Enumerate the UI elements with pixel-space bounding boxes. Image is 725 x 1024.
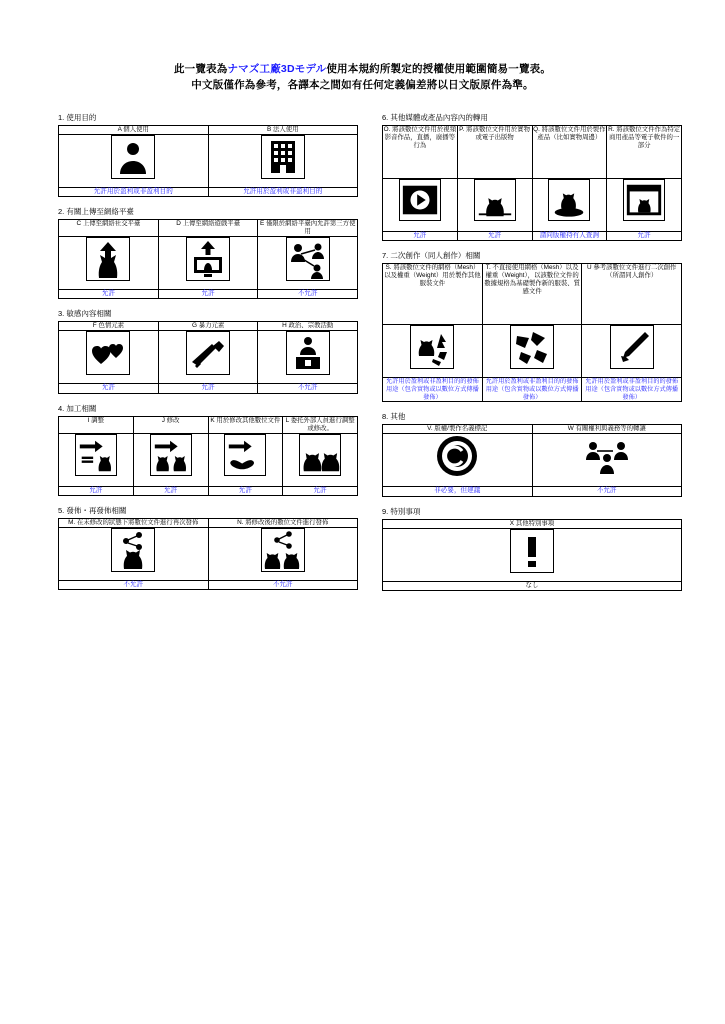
right-column: [382, 112, 682, 600]
table-row: [59, 237, 358, 290]
status-badge-X: なし: [383, 581, 682, 590]
share-people-icon: [286, 237, 330, 281]
section-9: [382, 506, 682, 591]
table-row: [59, 331, 358, 384]
podium-icon: [286, 331, 330, 375]
status-badge-L: 允許: [283, 486, 358, 495]
cell-header-J: J 修改: [133, 416, 208, 433]
cell-icon-E: [258, 237, 358, 290]
cell-header-O: O. 將該數位文件用於視頻影音作品，直播，廣播等行為: [383, 126, 458, 179]
cell-header-X: X 其他特別事項: [383, 519, 682, 528]
section-3-title: 3. 敏感內容相關: [58, 309, 112, 319]
table-row: [383, 528, 682, 581]
cell-header-K: K 用於修改其他數位文件: [208, 416, 283, 433]
people-transfer-icon: [583, 434, 631, 478]
cell-icon-J: [133, 433, 208, 486]
section-2-title: 2. 有關上傳至網絡平臺: [58, 207, 134, 217]
status-badge-Q: 請向版權持有人查詢: [532, 232, 607, 241]
section-5-title: 5. 發佈・再發佈相關: [58, 505, 127, 515]
cell-icon-S: [383, 325, 483, 378]
cell-icon-K: [208, 433, 283, 486]
table-row: [59, 416, 358, 433]
cell-header-F: F 色情元素: [59, 322, 159, 331]
status-badge-M: 不允許: [59, 580, 209, 589]
exclamation-icon: [510, 529, 554, 573]
section-8-title: 8. 其他: [382, 412, 406, 422]
cell-header-T: T. 不直接使用網格（Mesh）以及權重（Weight），以該數位文件的數據規格為基礎製作新的服裝、質感文件: [482, 264, 582, 325]
section-4-table: [58, 416, 358, 496]
cell-icon-M: [59, 527, 209, 580]
table-row: [383, 519, 682, 528]
cell-icon-A: [59, 135, 209, 188]
fragments-icon: [510, 325, 554, 369]
section-1: [58, 112, 358, 197]
status-badge-C: 允許: [59, 290, 159, 299]
status-badge-B: 允許用於盈利或非盈利目的: [208, 188, 358, 197]
table-row: [383, 425, 682, 434]
header-line-1-part-a: 此一覽表為: [173, 63, 228, 75]
cell-icon-X: [383, 528, 682, 581]
cell-icon-N: [208, 527, 358, 580]
two-cats-icon: [299, 434, 341, 476]
table-row: [59, 135, 358, 188]
cell-icon-D: [158, 237, 258, 290]
section-2-table: [58, 219, 358, 299]
status-badge-I: 允許: [59, 486, 134, 495]
table-row: [383, 179, 682, 232]
section-6: [382, 112, 682, 241]
section-2: [58, 206, 358, 299]
section-7: [382, 250, 682, 402]
cell-icon-W: [532, 434, 682, 487]
section-6-table: [382, 125, 682, 241]
building-icon: [261, 135, 305, 179]
cell-icon-O: [383, 179, 458, 232]
recycle-cat-icon: [410, 325, 454, 369]
status-badge-U: 允許用於盈利或非盈利目的的發佈用途（包含實物或以數位方式傳播發佈）: [582, 378, 682, 402]
table-row: [59, 486, 358, 495]
table-row: [59, 518, 358, 527]
upload-monitor-icon: [186, 237, 230, 281]
cell-icon-V: [383, 434, 533, 487]
cell-icon-H: [258, 331, 358, 384]
cell-header-I: I 調整: [59, 416, 134, 433]
section-7-table: [382, 263, 682, 402]
header-line-1-part-c: 使用本規約所製定的授權使用範圍簡易一覽表。: [326, 63, 552, 75]
arrow-two-cats-icon: [150, 434, 192, 476]
section-1-table: [58, 125, 358, 197]
cell-header-D: D 上傳至網絡遊戲平臺: [158, 220, 258, 237]
status-badge-W: 不允許: [532, 487, 682, 496]
section-1-title: 1. 使用目的: [58, 113, 97, 122]
cell-icon-F: [59, 331, 159, 384]
brush-icon: [610, 325, 654, 369]
cell-header-A: A 個人使用: [59, 126, 209, 135]
status-badge-E: 不允許: [258, 290, 358, 299]
cell-header-B: B 法人使用: [208, 126, 358, 135]
cell-icon-I: [59, 433, 134, 486]
table-row: [383, 232, 682, 241]
section-8: [382, 411, 682, 496]
book-cat-icon: [474, 179, 516, 221]
table-row: [59, 527, 358, 580]
status-badge-K: 允許: [208, 486, 283, 495]
table-row: [59, 433, 358, 486]
status-badge-O: 允許: [383, 232, 458, 241]
cell-header-Q: Q. 將該數位文件用於製作產品（比如實物周邊）: [532, 126, 607, 179]
table-row: [383, 378, 682, 402]
section-9-table: [382, 519, 682, 591]
table-row: [383, 325, 682, 378]
header-line-2: 中文版僅作為參考，各譯本之間如有任何定義偏差將以日文版原件為準。: [191, 78, 534, 91]
cell-header-E: E 僅限於網絡平臺內允許第三方使用: [258, 220, 358, 237]
cell-header-P: P. 將該數位文件用於實物或電子出版物: [457, 126, 532, 179]
cell-icon-Q: [532, 179, 607, 232]
table-row: [59, 188, 358, 197]
table-row: [383, 434, 682, 487]
cell-icon-T: [482, 325, 582, 378]
table-row: [59, 220, 358, 237]
cell-icon-L: [283, 433, 358, 486]
header-line-1: [0, 62, 725, 78]
section-3-table: [58, 321, 358, 393]
cell-header-U: U 參考該數位文件進行二次創作（所謂同人創作）: [582, 264, 682, 325]
status-badge-J: 允許: [133, 486, 208, 495]
cell-header-G: G 暴力元素: [158, 322, 258, 331]
section-4-title: 4. 加工相關: [58, 403, 97, 413]
header-brand: ナマズ工廠3Dモデル: [227, 63, 327, 75]
cell-header-M: M. 在未修改的狀態下將數位文件進行再次發佈: [59, 518, 209, 527]
status-badge-D: 允許: [158, 290, 258, 299]
section-5: [58, 505, 358, 590]
cell-header-R: R. 將該數位文件作為特定商用產品等電子軟件的一部分: [607, 126, 682, 179]
cell-header-C: C 上傳至網絡社交平臺: [59, 220, 159, 237]
cell-icon-G: [158, 331, 258, 384]
section-7-title: 7. 二次創作（同人創作）相關: [382, 251, 481, 261]
table-row: [59, 290, 358, 299]
status-badge-H: 不允許: [258, 384, 358, 393]
table-row: [383, 581, 682, 590]
status-badge-T: 允許用於盈利或非盈利目的的發佈用途（包含實物或以數位方式傳播發佈）: [482, 378, 582, 402]
arrow-bow-icon: [224, 434, 266, 476]
table-row: [59, 384, 358, 393]
status-badge-N: 不允許: [208, 580, 358, 589]
cell-header-H: H 政治、宗教活動: [258, 322, 358, 331]
cell-icon-P: [457, 179, 532, 232]
copyright-icon: [435, 434, 479, 478]
person-icon: [111, 135, 155, 179]
status-badge-P: 允許: [457, 232, 532, 241]
video-play-icon: [399, 179, 441, 221]
upload-cat-icon: [86, 237, 130, 281]
figure-cat-icon: [548, 179, 590, 221]
cell-header-S: S. 將該數位文件的網格（Mesh）以及權重（Weight）用於製作其他服裝文件: [383, 264, 483, 325]
status-badge-A: 允許用於盈利或非盈利目的: [59, 188, 209, 197]
window-cat-icon: [623, 179, 665, 221]
cell-header-N: N. 將修改後的數位文件進行發佈: [208, 518, 358, 527]
status-badge-V: 非必要，但建議: [383, 487, 533, 496]
section-8-table: [382, 424, 682, 496]
status-badge-R: 允許: [607, 232, 682, 241]
cell-icon-B: [208, 135, 358, 188]
knife-icon: [186, 331, 230, 375]
section-4: [58, 403, 358, 496]
cell-header-V: V. 版權/製作名義標記: [383, 425, 533, 434]
cell-header-W: W 有關權利與義務等的轉讓: [532, 425, 682, 434]
share-cats-icon: [261, 528, 305, 572]
hearts-icon: [86, 331, 130, 375]
table-row: [59, 580, 358, 589]
section-3: [58, 308, 358, 393]
left-column: [58, 112, 358, 599]
status-badge-F: 允許: [59, 384, 159, 393]
share-cat-icon: [111, 528, 155, 572]
cell-icon-U: [582, 325, 682, 378]
section-6-title: 6. 其他媒體或產品內容內的轉用: [382, 113, 488, 122]
cell-header-L: L 委托外部人員進行調整或修改。: [283, 416, 358, 433]
table-row: [383, 487, 682, 496]
table-row: [59, 126, 358, 135]
section-9-title: 9. 特別事項: [382, 506, 421, 516]
table-row: [383, 126, 682, 179]
cell-icon-C: [59, 237, 159, 290]
section-5-table: [58, 518, 358, 590]
table-row: [59, 322, 358, 331]
cell-icon-R: [607, 179, 682, 232]
status-badge-G: 允許: [158, 384, 258, 393]
status-badge-S: 允許用於盈利或非盈利目的的發佈用途（包含實物或以數位方式傳播發佈）: [383, 378, 483, 402]
table-row: [383, 264, 682, 325]
page-header: [0, 0, 725, 94]
arrow-equal-cat-icon: [75, 434, 117, 476]
